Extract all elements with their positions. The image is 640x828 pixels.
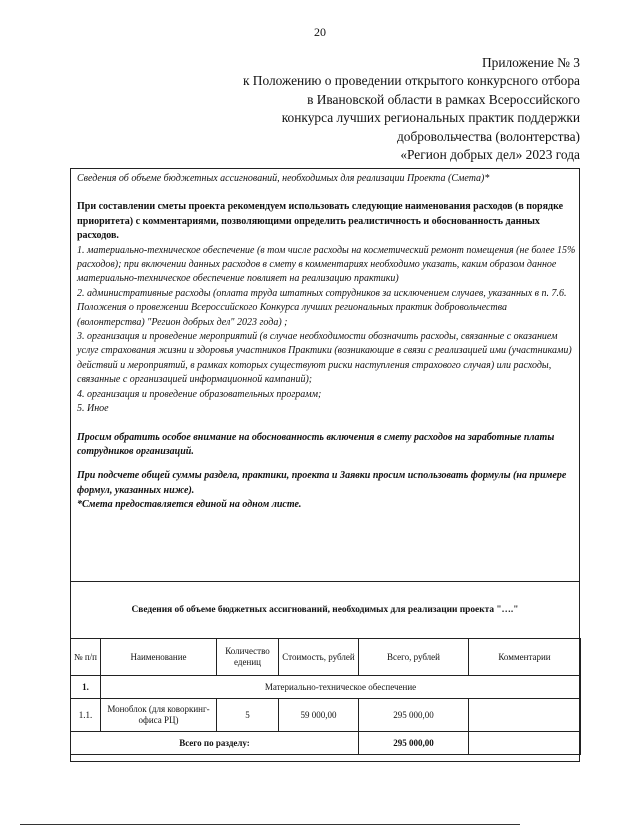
notes-instruction: При составлении сметы проекта рекомендуем использовать следующие наименования расходов (в порядке приоритета) с комментариями, позволяющими определить реалистичность и обоснованность данных расходов. <box>77 201 564 242</box>
section-number: 1. <box>71 676 101 699</box>
footer-line <box>20 824 520 825</box>
notes-single-sheet: *Смета предоставляется единой на одном листе. <box>77 499 302 511</box>
row-quantity: 5 <box>217 699 279 732</box>
header-total: Всего, рублей <box>359 639 469 676</box>
table-row <box>71 699 581 732</box>
section-total-label: Всего по разделу: <box>71 732 359 755</box>
notes-item: 4. организация и проведение образовательных программ; <box>77 388 322 400</box>
row-total: 295 000,00 <box>359 699 469 732</box>
notes-formula: При подсчете общей суммы раздела, практики, проекта и Заявки просим использовать формулы (на примере формул, указанных ниже). <box>77 470 567 496</box>
header-price: Стоимость, рублей <box>279 639 359 676</box>
section-total-comment <box>469 732 581 755</box>
appendix-line: добровольчества (волонтерства) <box>396 128 580 144</box>
header-number: № п/п <box>71 639 101 676</box>
section-divider <box>71 581 579 582</box>
row-number: 1.1. <box>71 699 101 732</box>
notes-item: 5. Иное <box>77 403 109 415</box>
notes-block <box>77 172 577 513</box>
appendix-line: Приложение № 3 <box>481 55 580 70</box>
notes-heading: Сведения об объеме бюджетных ассигнований, необходимых для реализации Проекта (Смета)* <box>77 173 490 184</box>
appendix-line: конкурса лучших региональных практик поддержки <box>281 110 580 126</box>
section-total-value: 295 000,00 <box>359 732 469 755</box>
table-header-row <box>71 639 581 676</box>
appendix-line: «Регион добрых дел» 2023 года <box>400 147 580 163</box>
estimate-table <box>70 638 581 755</box>
header-quantity: Количество едениц <box>217 639 279 676</box>
row-comment <box>469 699 581 732</box>
notes-attention: Просим обратить особое внимание на обоснованность включения в смету расходов на заработные платы сотрудников организаций. <box>77 431 555 457</box>
header-comment: Комментарии <box>469 639 581 676</box>
estimate-frame <box>70 168 580 762</box>
page-number: 20 <box>314 25 326 39</box>
notes-item: 3. организация и проведение мероприятий (в случае необходимости обозначить расходы, связанные с оказанием услуг страхования жизни и здоровья участников Практики (возникающие в связи с реализацией ими (участниками) действий и мероприятий, в рамках которых существуют риски наступления страхового случая) или расходы, связанные с организацией информационной кампаний); <box>77 331 572 386</box>
table-total-row <box>71 732 581 755</box>
notes-item: 2. административные расходы (оплата труда штатных сотрудников за исключением случаев, указанных в п. 7.6. Положения о провежении Всероссийского Конкурса лучших региональных практик добровольчества (волонтерства) "Регион добрых дел" 2023 года) ; <box>77 287 567 328</box>
appendix-line: в Ивановской области в рамках Всероссийского <box>307 91 580 107</box>
row-price: 59 000,00 <box>279 699 359 732</box>
section-name: Материально-техническое обеспечение <box>101 676 581 699</box>
appendix-line: к Положению о проведении открытого конкурсного отбора <box>242 73 580 89</box>
header-name: Наименование <box>101 639 217 676</box>
notes-item: 1. материально-техническое обеспечение (в том числе расходы на косметический ремонт помещения (не более 15% расходов); при включении данных расходов в смету в комментариях необходимо указать, каким образом данное материально-техническое обеспечение повлияет на реализацию практики) <box>77 244 576 285</box>
table-title: Сведения об объеме бюджетных ассигнований, необходимых для реализации проекта "…." <box>131 605 519 615</box>
table-section-row <box>71 676 581 699</box>
row-name: Моноблок (для коворкинг-офиса РЦ) <box>101 699 217 732</box>
appendix-header <box>150 54 580 164</box>
